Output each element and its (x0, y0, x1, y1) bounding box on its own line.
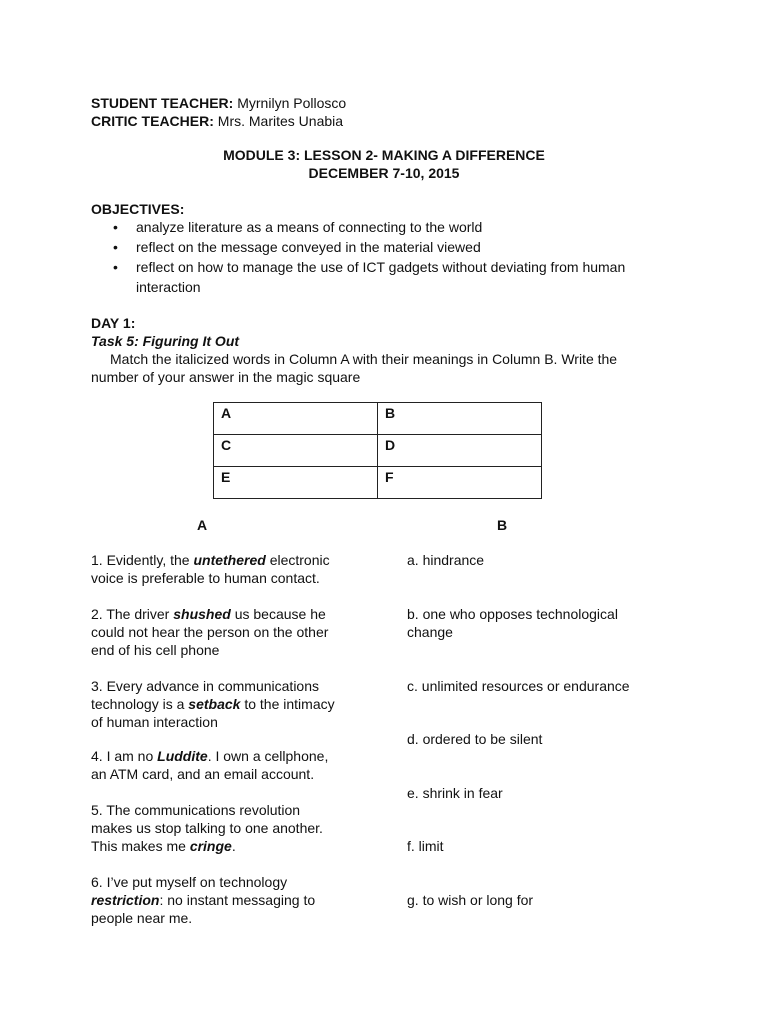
magic-square-cell[interactable]: D (378, 435, 542, 467)
magic-square-cell[interactable]: E (214, 467, 378, 499)
instructions-line-2: number of your answer in the magic square (91, 369, 361, 385)
module-dates: DECEMBER 7-10, 2015 (308, 165, 460, 181)
column-a-item: 6. I’ve put myself on technology restriction: no instant messaging to people near me. (91, 874, 316, 926)
objectives-list (91, 217, 691, 297)
column-a-item: 3. Every advance in communications technology is a setback to the intimacy of human interaction (91, 678, 335, 730)
objective-item: • analyze literature as a means of connecting to the world (113, 219, 483, 235)
objectives-heading: OBJECTIVES: (91, 201, 185, 217)
critic-teacher-name: Mrs. Marites Unabia (217, 113, 344, 129)
critic-teacher-line (91, 112, 343, 130)
column-a-item: 2. The driver shushed us because he could not hear the person on the other end of his cell phone (91, 606, 329, 658)
objective-item: • reflect on how to manage the use of ICT gadgets without deviating from human interaction (113, 259, 626, 295)
column-b-item: d. ordered to be silent (407, 731, 543, 747)
student-teacher-name: Myrnilyn Pollosco (237, 95, 347, 111)
day-heading: DAY 1: (91, 315, 136, 331)
magic-square-cell[interactable]: B (378, 403, 542, 435)
column-a-item: 1. Evidently, the untethered electronic voice is preferable to human contact. (91, 552, 330, 586)
module-title: MODULE 3: LESSON 2- MAKING A DIFFERENCE (223, 147, 545, 163)
keyword: setback (188, 696, 241, 712)
keyword: restriction (91, 892, 160, 908)
bullet-icon: • (113, 219, 118, 235)
keyword: Luddite (157, 748, 208, 764)
keyword: cringe (189, 838, 232, 854)
keyword: untethered (193, 552, 266, 568)
column-a-header: A (197, 517, 208, 533)
column-a-item: 4. I am no Luddite. I own a cellphone, an ATM card, and an email account. (91, 748, 329, 782)
student-teacher-line (91, 94, 346, 112)
magic-square-cell[interactable]: A (214, 403, 378, 435)
column-b-item: e. shrink in fear (407, 785, 503, 801)
student-teacher-label: STUDENT TEACHER: (91, 95, 234, 111)
column-b-item: a. hindrance (407, 552, 485, 568)
magic-square-cell[interactable]: C (214, 435, 378, 467)
objective-item: • reflect on the message conveyed in the material viewed (113, 239, 481, 255)
column-b-item: b. one who opposes technological change (407, 606, 618, 640)
instructions-line-1: Match the italicized words in Column A with their meanings in Column B. Write the (110, 351, 618, 367)
column-b-item: f. limit (407, 838, 444, 854)
magic-square (213, 402, 542, 499)
critic-teacher-label: CRITIC TEACHER: (91, 113, 214, 129)
bullet-icon: • (113, 259, 118, 275)
column-b-item: c. unlimited resources or endurance (407, 678, 630, 694)
magic-square-cell[interactable]: F (378, 467, 542, 499)
column-a-item: 5. The communications revolution makes us stop talking to one another. This makes me cringe. (91, 802, 323, 854)
column-b-item: g. to wish or long for (407, 892, 534, 908)
bullet-icon: • (113, 239, 118, 255)
keyword: shushed (173, 606, 231, 622)
task-title: Task 5: Figuring It Out (91, 333, 240, 349)
column-b-header: B (497, 517, 508, 533)
